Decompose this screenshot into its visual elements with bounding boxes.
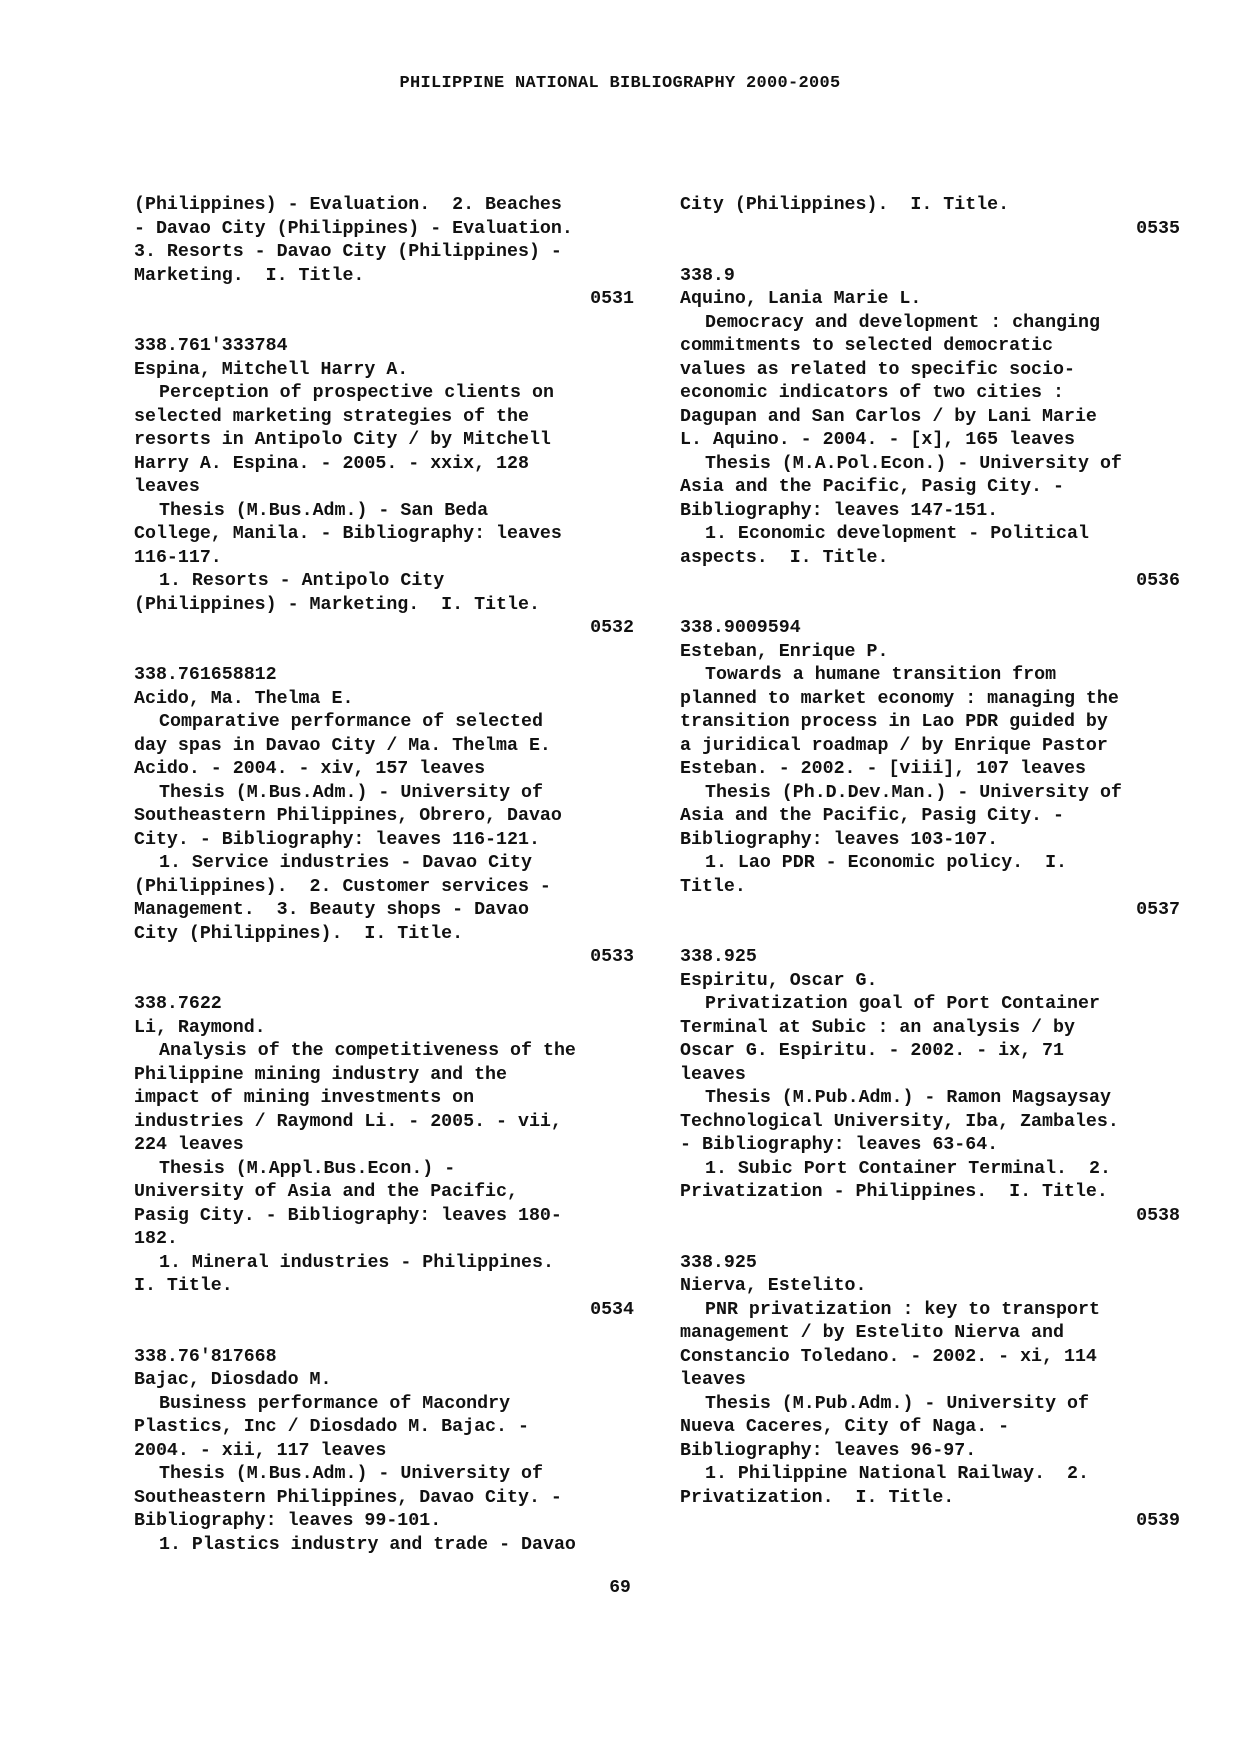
entry-line: Esteban, Enrique P. <box>680 641 889 662</box>
entry-line: Thesis (M.Bus.Adm.) - University of <box>159 782 543 803</box>
entry-line: (Philippines). 2. Customer services - <box>134 876 551 897</box>
entry-separator <box>134 641 634 665</box>
entry-line: Nueva Caceres, City of Naga. - <box>680 1417 1010 1437</box>
entry-line: Southeastern Philippines, Obrero, Davao <box>134 806 562 826</box>
entry-line: Espiritu, Oscar G. <box>680 970 878 991</box>
entry-line: College, Manila. - Bibliography: leaves <box>134 524 562 544</box>
entry-separator <box>680 1228 1180 1252</box>
entry-line: Thesis (M.Appl.Bus.Econ.) - <box>159 1158 456 1179</box>
entry-line: Perception of prospective clients on <box>159 383 554 403</box>
entry-line: Marketing. I. Title. <box>134 265 365 286</box>
entry-line: Towards a humane transition from <box>705 665 1057 685</box>
entry-line: planned to market economy : managing the <box>680 688 1119 709</box>
entry-line: impact of mining investments on <box>134 1088 475 1108</box>
entry-line: 338.761'333784 <box>134 336 288 356</box>
entry-line: Bibliography: leaves 147-151. <box>680 500 999 521</box>
entry-line: 3. Resorts - Davao City (Philippines) - <box>134 242 562 262</box>
entry-line: 338.9009594 <box>680 618 801 638</box>
entry-line: a juridical roadmap / by Enrique Pastor <box>680 735 1108 756</box>
entry-line: Espina, Mitchell Harry A. <box>134 359 409 380</box>
entry-line: Constancio Toledano. - 2002. - xi, 114 <box>680 1346 1097 1367</box>
entry-line: Thesis (M.A.Pol.Econ.) - University of <box>705 453 1122 474</box>
entry-line: Acido, Ma. Thelma E. <box>134 688 354 709</box>
entry-line: Asia and the Pacific, Pasig City. - <box>680 477 1064 497</box>
entry-line: 338.9 <box>680 265 735 286</box>
entry-line: 224 leaves <box>134 1135 244 1155</box>
entry-number: 0533 <box>590 947 634 967</box>
entry-line: 338.925 <box>680 1252 757 1273</box>
entry-line: 1. Plastics industry and trade - Davao <box>159 1534 576 1555</box>
entry-line: leaves <box>680 1370 746 1390</box>
entry-line: aspects. I. Title. <box>680 547 889 568</box>
page-header: PHILIPPINE NATIONAL BIBLIOGRAPHY 2000-2005 <box>399 74 841 93</box>
entry-number: 0537 <box>1136 900 1180 920</box>
entry-line: Privatization - Philippines. I. Title. <box>680 1182 1108 1202</box>
entry-line: Esteban. - 2002. - [viii], 107 leaves <box>680 759 1086 779</box>
entry-separator <box>134 970 634 994</box>
entry-line: Title. <box>680 876 746 897</box>
entry-line: Comparative performance of selected <box>159 712 543 732</box>
entry-line: 338.925 <box>680 947 757 967</box>
entry-line: 116-117. <box>134 547 222 568</box>
entry-number: 0538 <box>1136 1205 1180 1226</box>
entry-line: selected marketing strategies of the <box>134 406 529 427</box>
page-number: 69 <box>609 1578 631 1598</box>
entry-line: Bibliography: leaves 103-107. <box>680 829 999 850</box>
entry-line: day spas in Davao City / Ma. Thelma E. <box>134 735 551 756</box>
entry-line: Plastics, Inc / Diosdado M. Bajac. - <box>134 1417 529 1437</box>
entry-line: Bibliography: leaves 99-101. <box>134 1511 442 1531</box>
entry-line: 1. Lao PDR - Economic policy. I. <box>705 853 1068 873</box>
entry-line: transition process in Lao PDR guided by <box>680 712 1108 732</box>
entry-number: 0539 <box>1136 1511 1180 1531</box>
entry-line: 1. Subic Port Container Terminal. 2. <box>705 1158 1111 1179</box>
entry-number: 0536 <box>1136 571 1180 591</box>
entry-line: - Bibliography: leaves 63-64. <box>680 1135 999 1155</box>
entry-line: PNR privatization : key to transport <box>705 1299 1100 1320</box>
entry-line: Technological University, Iba, Zambales. <box>680 1111 1119 1132</box>
entry-line: 1. Philippine National Railway. 2. <box>705 1464 1089 1484</box>
entry-line: Democracy and development : changing <box>705 312 1100 333</box>
entry-line: economic indicators of two cities : <box>680 383 1064 403</box>
entry-line: 1. Resorts - Antipolo City <box>159 571 445 591</box>
entry-number: 0534 <box>590 1299 634 1320</box>
entry-line: Thesis (Ph.D.Dev.Man.) - University of <box>705 782 1122 803</box>
entry-line: Terminal at Subic : an analysis / by <box>680 1017 1075 1038</box>
entry-separator <box>134 312 634 336</box>
entry-number: 0535 <box>1136 218 1180 239</box>
entry-line: (Philippines) - Evaluation. 2. Beaches <box>134 195 562 215</box>
entry-line: 1. Service industries - Davao City <box>159 853 532 873</box>
entry-line: Pasig City. - Bibliography: leaves 180- <box>134 1205 562 1226</box>
entry-separator <box>134 1322 634 1346</box>
entry-line: (Philippines) - Marketing. I. Title. <box>134 594 540 615</box>
entry-separator <box>680 241 1180 265</box>
entry-line: 1. Mineral industries - Philippines. <box>159 1252 554 1273</box>
entry-line: Asia and the Pacific, Pasig City. - <box>680 806 1064 826</box>
entry-line: Thesis (M.Pub.Adm.) - Ramon Magsaysay <box>705 1088 1111 1108</box>
entry-line: City (Philippines). I. Title. <box>680 195 1010 215</box>
entry-line: Nierva, Estelito. <box>680 1276 867 1296</box>
entry-line: industries / Raymond Li. - 2005. - vii, <box>134 1111 562 1132</box>
entry-line: L. Aquino. - 2004. - [x], 165 leaves <box>680 430 1075 450</box>
entry-line: Thesis (M.Bus.Adm.) - San Beda <box>159 500 489 521</box>
entry-line: Management. 3. Beauty shops - Davao <box>134 900 529 920</box>
entry-line: Thesis (M.Bus.Adm.) - University of <box>159 1464 543 1484</box>
entry-line: Acido. - 2004. - xiv, 157 leaves <box>134 759 486 779</box>
entry-line: leaves <box>134 477 200 497</box>
entry-line: Privatization. I. Title. <box>680 1487 955 1508</box>
entry-line: management / by Estelito Nierva and <box>680 1323 1064 1343</box>
entry-line: Privatization goal of Port Container <box>705 994 1100 1014</box>
entry-line: 338.7622 <box>134 994 222 1014</box>
entry-line: commitments to selected democratic <box>680 336 1053 356</box>
entry-line: Harry A. Espina. - 2005. - xxix, 128 <box>134 453 529 474</box>
entry-line: University of Asia and the Pacific, <box>134 1182 518 1202</box>
entry-line: Analysis of the competitiveness of the <box>159 1041 576 1061</box>
entry-line: Bajac, Diosdado M. <box>134 1370 332 1390</box>
entry-line: Bibliography: leaves 96-97. <box>680 1440 977 1461</box>
entry-line: leaves <box>680 1064 746 1085</box>
left-column <box>134 194 634 1557</box>
entry-line: 2004. - xii, 117 leaves <box>134 1440 387 1461</box>
entry-line: Li, Raymond. <box>134 1017 266 1038</box>
entry-number: 0532 <box>590 618 634 638</box>
entry-line: Philippine mining industry and the <box>134 1064 507 1085</box>
entry-line: - Davao City (Philippines) - Evaluation. <box>134 218 573 239</box>
entry-line: 338.761658812 <box>134 665 277 685</box>
entry-line: Dagupan and San Carlos / by Lani Marie <box>680 406 1097 427</box>
right-column <box>680 194 1180 1534</box>
entry-line: 338.76'817668 <box>134 1346 277 1367</box>
entry-number: 0531 <box>590 289 634 309</box>
entry-separator <box>680 923 1180 947</box>
entry-line: 182. <box>134 1229 178 1249</box>
entry-line: City. - Bibliography: leaves 116-121. <box>134 829 540 850</box>
entry-line: Business performance of Macondry <box>159 1393 511 1414</box>
entry-line: City (Philippines). I. Title. <box>134 923 464 944</box>
entry-line: I. Title. <box>134 1276 233 1296</box>
entry-line: Oscar G. Espiritu. - 2002. - ix, 71 <box>680 1041 1064 1061</box>
entry-line: 1. Economic development - Political <box>705 524 1089 544</box>
entry-line: values as related to specific socio- <box>680 359 1075 380</box>
entry-line: Thesis (M.Pub.Adm.) - University of <box>705 1393 1089 1414</box>
entry-line: Aquino, Lania Marie L. <box>680 289 922 309</box>
entry-separator <box>680 594 1180 618</box>
entry-line: Southeastern Philippines, Davao City. - <box>134 1487 562 1508</box>
entry-line: resorts in Antipolo City / by Mitchell <box>134 430 551 450</box>
